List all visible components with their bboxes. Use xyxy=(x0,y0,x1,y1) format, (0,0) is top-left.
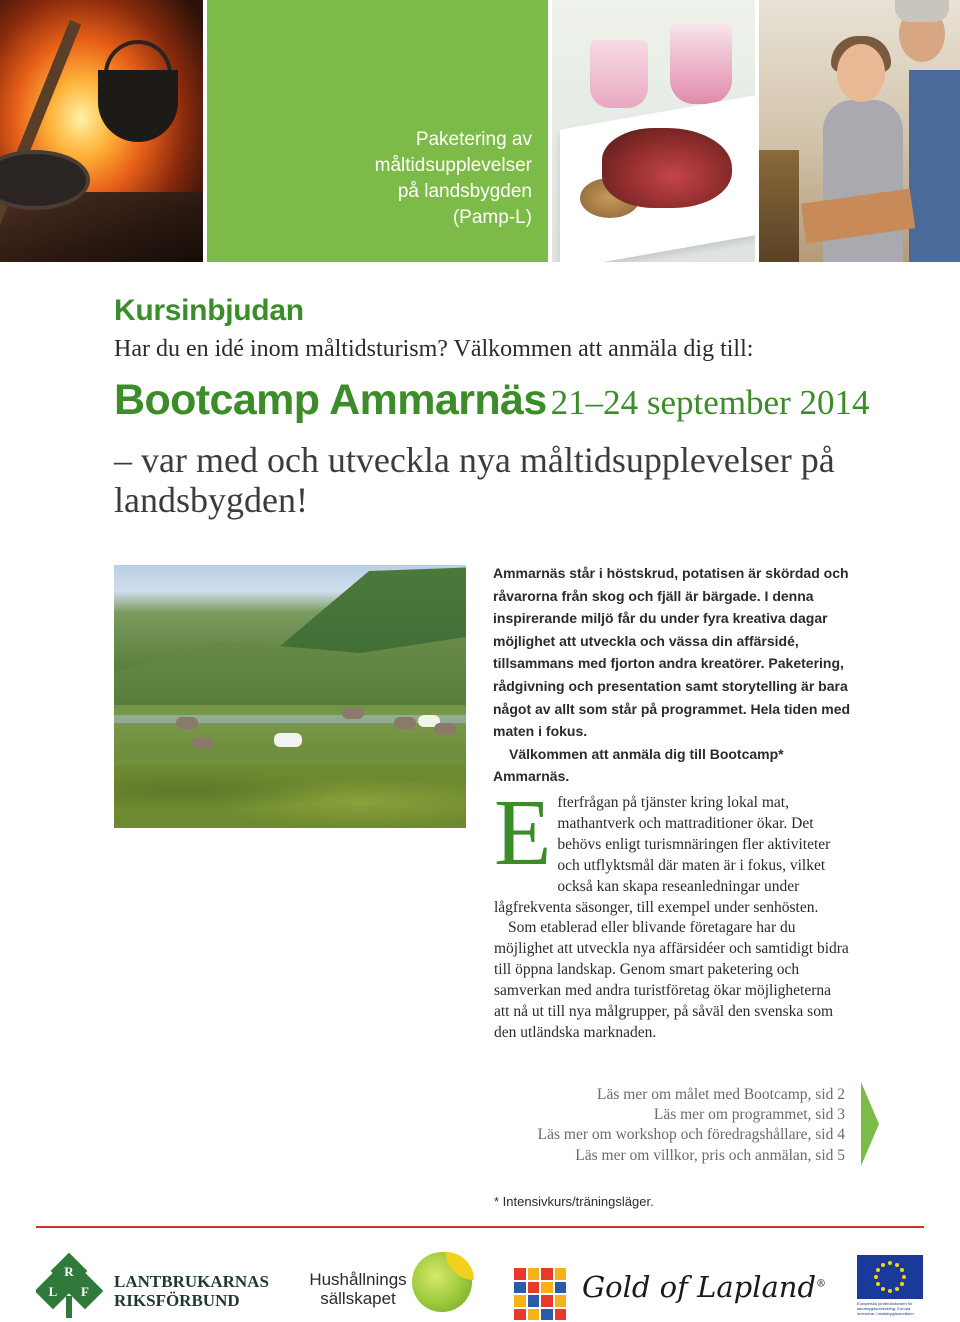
read-more-link[interactable]: Läs mer om workshop och föredragshållare, sid 4 xyxy=(537,1126,845,1144)
top-photo-strip xyxy=(0,0,960,262)
section-label: Kursinbjudan xyxy=(114,294,304,327)
hushallningssallskapet-logo xyxy=(308,1252,470,1318)
lrf-emblem-icon xyxy=(36,1252,104,1318)
read-more-link[interactable]: Läs mer om programmet, sid 3 xyxy=(653,1106,845,1124)
event-date: 21–24 september 2014 xyxy=(550,383,870,422)
welcome-line: Välkommen att anmäla dig till Bootcamp* Ammarnäs. xyxy=(493,745,784,785)
people-cooking-photo xyxy=(759,0,960,262)
article-paragraph-2: Som etablerad eller blivande företagare har du möjlighet att utveckla nya affärsidéer och samtidigt bidra till öppna landskap. Genom smart paketering och samverkan med andra turistföretag ökar möjligheterna att nå ut till nya målgrupper, på såväl den svenska som den utländska marknaden. xyxy=(494,919,849,1041)
lrf-name: LANTBRUKARNAS RIKSFÖRBUND xyxy=(114,1272,269,1310)
reindeer-landscape-photo xyxy=(114,565,466,828)
read-more-list xyxy=(538,1085,845,1166)
footnote: * Intensivkurs/träningsläger. xyxy=(494,1194,654,1209)
divider xyxy=(36,1226,924,1228)
eu-flag-icon xyxy=(857,1255,923,1299)
read-more-link[interactable]: Läs mer om villkor, pris och anmälan, sid 5 xyxy=(575,1146,845,1164)
gold-of-lapland-logo: Gold of Lapland® xyxy=(582,1270,827,1304)
arrow-right-icon xyxy=(861,1082,879,1166)
svg-text:F: F xyxy=(81,1284,89,1299)
svg-text:R: R xyxy=(64,1264,74,1279)
eu-fund-text: Europeiska jordbruksfonden för landsbygdsutveckling: Europa investerar i landsbygdsområden xyxy=(857,1301,914,1316)
read-more-link[interactable]: Läs mer om målet med Bootcamp, sid 2 xyxy=(597,1086,845,1103)
article-paragraph-1: fterfrågan på tjänster kring lokal mat, mathantverk och mattraditioner ökar. Det behövs enligt turismnäringen fler aktiviteter och utflyktsmål där maten är i fokus, vilket också kan skapa reseanledningar under lågfrekventa säsonger, till exempel under senhösten. xyxy=(494,794,831,916)
intro-line: Har du en idé inom måltidsturism? Välkommen att anmäla dig till: xyxy=(114,336,754,362)
drop-cap: E xyxy=(494,781,552,885)
article-text xyxy=(494,781,850,1044)
food-plate-photo xyxy=(552,0,755,262)
lead-text: Ammarnäs står i höstskrud, potatisen är skördad och råvarorna från skog och fjäll är bärgade. I denna inspirerande miljö får du under fyra kreativa dagar möjlighet att utveckla och vässa din affärsidé, tillsammans med fjorton andra kreatörer. Paketering, rådgivning och presentation samt storytelling är bara något av allt som står på programmet. Hela tiden med maten i fokus. Välkommen att anmäla dig till Bootcamp* Ammarnäs. xyxy=(493,565,851,785)
hushallningssallskapet-name: Hushållnings sällskapet xyxy=(309,1270,407,1308)
tagline: – var med och utveckla nya måltidsupplevelser på landsbygden! xyxy=(114,440,835,520)
lrf-logo xyxy=(36,1252,269,1318)
event-title xyxy=(114,376,869,425)
event-name: Bootcamp Ammarnäs xyxy=(114,376,547,424)
campfire-photo xyxy=(0,0,203,262)
eu-logo xyxy=(857,1255,923,1317)
program-title-block xyxy=(207,0,548,262)
svg-text:L: L xyxy=(48,1284,58,1299)
program-title: Paketering av måltidsupplevelser på landsbygden (Pamp-L) xyxy=(374,129,532,228)
gold-of-lapland-emblem-icon xyxy=(514,1268,566,1320)
